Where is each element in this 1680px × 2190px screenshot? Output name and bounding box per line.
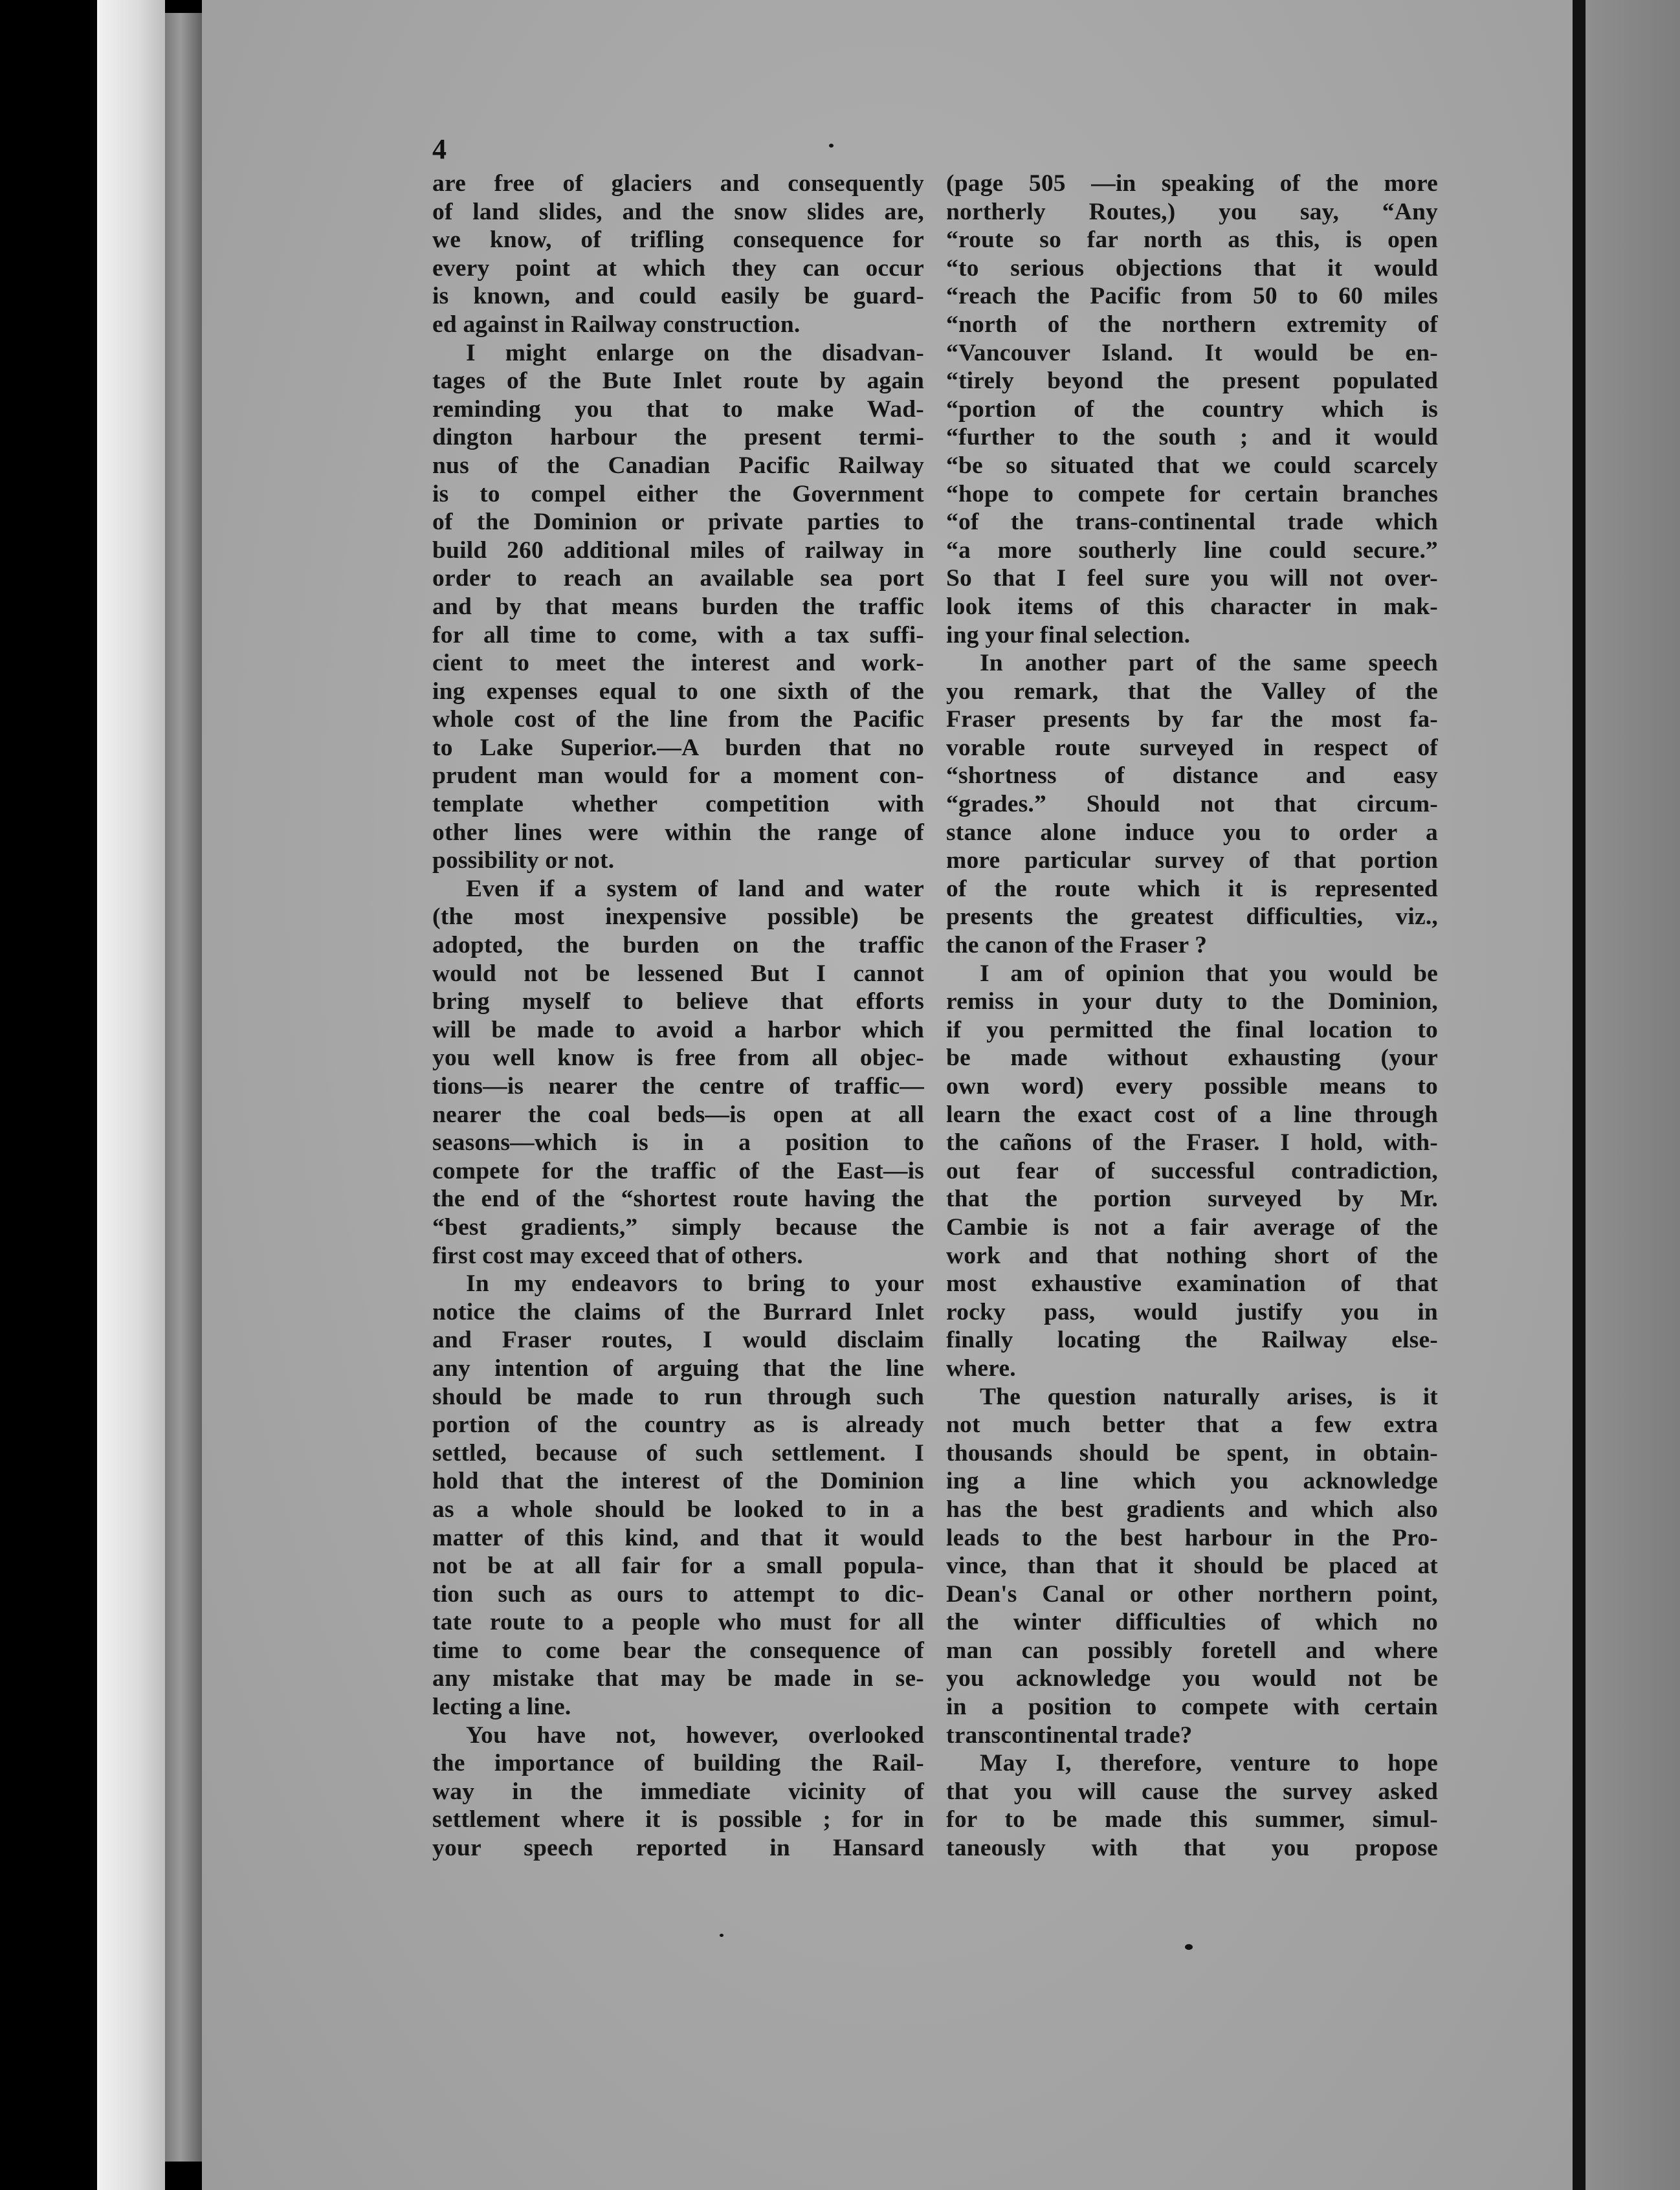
text-line: prudent man would for a moment con-	[432, 762, 924, 790]
text-line: I might enlarge on the disadvan-	[466, 339, 924, 366]
text-line: any intention of arguing that the line	[432, 1355, 924, 1382]
text-line: to Lake Superior.—A burden that no	[432, 734, 924, 761]
text-line: look items of this character in mak-	[946, 593, 1438, 620]
text-line: ing a line which you acknowledge	[946, 1468, 1438, 1495]
text-line: “Vancouver Island. It would be en-	[946, 339, 1438, 366]
text-line: of the route which it is represented	[946, 875, 1438, 902]
text-line: tion such as ours to attempt to dic-	[432, 1580, 924, 1608]
text-line: nus of the Canadian Pacific Railway	[432, 452, 924, 479]
ink-speck	[720, 1934, 724, 1937]
text-line: way in the immediate vicinity of	[432, 1778, 924, 1805]
text-line: and by that means burden the traffic	[432, 593, 924, 620]
text-line: “grades.” Should not that circum-	[946, 791, 1438, 818]
text-line: “route so far north as this, is open	[946, 227, 1438, 254]
text-line: out fear of successful contradiction,	[946, 1157, 1438, 1184]
text-line: has the best gradients and which also	[946, 1496, 1438, 1523]
text-line: settlement where it is possible ; for in	[432, 1806, 924, 1833]
text-line: ing expenses equal to one sixth of the	[432, 678, 924, 705]
text-line: matter of this kind, and that it would	[432, 1524, 924, 1551]
text-line: presents the greatest difficulties, viz.,	[946, 903, 1438, 931]
text-line: I am of opinion that you would be	[980, 960, 1438, 987]
text-line: rocky pass, would justify you in	[946, 1298, 1438, 1325]
text-line: settled, because of such settlement. I	[432, 1439, 924, 1466]
text-line: (the most inexpensive possible) be	[432, 903, 924, 931]
text-line: first cost may exceed that of others.	[432, 1242, 803, 1269]
text-line: Fraser presents by far the most fa-	[946, 706, 1438, 733]
text-line: vince, than that it should be placed at	[946, 1553, 1438, 1580]
text-line: you well know is free from all objec-	[432, 1045, 924, 1072]
text-line: ing your final selection.	[946, 621, 1191, 648]
text-line: ed against in Railway construction.	[432, 311, 801, 338]
text-line: own word) every possible means to	[946, 1073, 1438, 1100]
text-line: are free of glaciers and consequently	[432, 170, 924, 197]
text-line: you remark, that the Valley of the	[946, 678, 1438, 705]
text-line: Cambie is not a fair average of the	[946, 1213, 1438, 1241]
text-line: you acknowledge you would not be	[946, 1665, 1438, 1692]
text-line: time to come bear the consequence of	[432, 1637, 924, 1664]
adjacent-page-edge	[1586, 0, 1680, 2190]
text-line: portion of the country as is already	[432, 1411, 924, 1439]
text-line: “further to the south ; and it would	[946, 424, 1438, 451]
text-line: would not be lessened But I cannot	[432, 960, 924, 987]
text-line: as a whole should be looked to in a	[432, 1496, 924, 1523]
text-line: the importance of building the Rail-	[432, 1750, 924, 1777]
text-line: hold that the interest of the Dominion	[432, 1468, 924, 1495]
text-column-left	[432, 170, 924, 1863]
text-line: “tirely beyond the present populated	[946, 368, 1438, 395]
text-line: we know, of trifling consequence for	[432, 227, 924, 254]
text-line: thousands should be spent, in obtain-	[946, 1439, 1438, 1466]
text-line: May I, therefore, venture to hope	[980, 1750, 1438, 1777]
page-gap	[1573, 0, 1586, 2190]
text-line: where.	[946, 1355, 1016, 1382]
text-line: “a more southerly line could secure.”	[946, 536, 1438, 564]
text-line: order to reach an available sea port	[432, 565, 924, 592]
text-line: “shortness of distance and easy	[946, 762, 1438, 790]
text-column-right	[946, 170, 1438, 1863]
text-line: the cañons of the Fraser. I hold, with-	[946, 1129, 1438, 1156]
text-line: every point at which they can occur	[432, 254, 924, 282]
text-line: stance alone induce you to order a	[946, 819, 1438, 846]
text-line: your speech reported in Hansard	[432, 1835, 924, 1862]
text-line: is known, and could easily be guard-	[432, 283, 924, 310]
text-line: So that I feel sure you will not over-	[946, 565, 1438, 592]
film-margin	[97, 0, 165, 2190]
text-line: work and that nothing short of the	[946, 1242, 1438, 1269]
text-line: the winter difficulties of which no	[946, 1609, 1438, 1636]
text-line: finally locating the Railway else-	[946, 1327, 1438, 1354]
text-line: lecting a line.	[432, 1694, 571, 1721]
text-line: “be so situated that we could scarcely	[946, 452, 1438, 479]
ink-speck	[829, 144, 834, 148]
text-line: should be made to run through such	[432, 1383, 924, 1410]
text-line: will be made to avoid a harbor which	[432, 1016, 924, 1043]
text-line: if you permitted the final location to	[946, 1016, 1438, 1043]
text-line: the canon of the Fraser ?	[946, 932, 1208, 959]
text-line: dington harbour the present termi-	[432, 424, 924, 451]
text-line: and Fraser routes, I would disclaim	[432, 1327, 924, 1354]
text-line: “hope to compete for certain branches	[946, 480, 1438, 507]
text-line: “north of the northern extremity of	[946, 311, 1438, 338]
text-line: “reach the Pacific from 50 to 60 miles	[946, 283, 1438, 310]
book-binding-gutter	[165, 13, 204, 2162]
text-line: for to be made this summer, simul-	[946, 1806, 1438, 1833]
text-line: of the Dominion or private parties to	[432, 509, 924, 536]
text-line: other lines were within the range of	[432, 819, 924, 846]
text-line: In another part of the same speech	[980, 650, 1438, 677]
text-line: the end of the “shortest route having the	[432, 1186, 924, 1213]
ink-speck	[1185, 1944, 1193, 1950]
text-line: tions—is nearer the centre of traffic—	[432, 1073, 924, 1100]
text-line: “best gradients,” simply because the	[432, 1213, 924, 1241]
page-number: 4	[432, 133, 447, 165]
text-line: be made without exhausting (your	[946, 1045, 1438, 1072]
text-line: (page 505 —in speaking of the more	[946, 170, 1438, 197]
text-line: of land slides, and the snow slides are,	[432, 198, 924, 225]
text-line: for all time to come, with a tax suffi-	[432, 621, 924, 648]
text-line: tages of the Bute Inlet route by again	[432, 368, 924, 395]
text-line: northerly Routes,) you say, “Any	[946, 198, 1438, 225]
text-line: vorable route surveyed in respect of	[946, 734, 1438, 761]
text-line: whole cost of the line from the Pacific	[432, 706, 924, 733]
text-line: not be at all fair for a small popula-	[432, 1553, 924, 1580]
text-line: any mistake that may be made in se-	[432, 1665, 924, 1692]
text-line: build 260 additional miles of railway in	[432, 536, 924, 564]
text-line: In my endeavors to bring to your	[466, 1270, 924, 1298]
text-line: transcontinental trade?	[946, 1721, 1193, 1749]
text-line: Dean's Canal or other northern point,	[946, 1580, 1438, 1608]
text-line: that you will cause the survey asked	[946, 1778, 1438, 1805]
text-line: leads to the best harbour in the Pro-	[946, 1524, 1438, 1551]
text-line: possibility or not.	[432, 847, 615, 874]
text-line: in a position to compete with certain	[946, 1694, 1438, 1721]
text-line: bring myself to believe that efforts	[432, 988, 924, 1015]
text-line: that the portion surveyed by Mr.	[946, 1186, 1438, 1213]
text-line: compete for the traffic of the East—is	[432, 1157, 924, 1184]
text-line: reminding you that to make Wad-	[432, 395, 924, 423]
text-line: man can possibly foretell and where	[946, 1637, 1438, 1664]
text-line: You have not, however, overlooked	[466, 1721, 924, 1749]
text-line: “portion of the country which is	[946, 395, 1438, 423]
text-line: seasons—which is in a position to	[432, 1129, 924, 1156]
text-line: template whether competition with	[432, 791, 924, 818]
text-line: “to serious objections that it would	[946, 254, 1438, 282]
text-line: cient to meet the interest and work-	[432, 650, 924, 677]
text-line: “of the trans-continental trade which	[946, 509, 1438, 536]
text-line: Even if a system of land and water	[466, 875, 924, 902]
text-line: nearer the coal beds—is open at all	[432, 1101, 924, 1128]
text-line: adopted, the burden on the traffic	[432, 932, 924, 959]
text-line: not much better that a few extra	[946, 1411, 1438, 1439]
text-line: learn the exact cost of a line through	[946, 1101, 1438, 1128]
text-line: tate route to a people who must for all	[432, 1609, 924, 1636]
text-line: most exhaustive examination of that	[946, 1270, 1438, 1298]
text-line: The question naturally arises, is it	[980, 1383, 1438, 1410]
text-line: remiss in your duty to the Dominion,	[946, 988, 1438, 1015]
text-line: is to compel either the Government	[432, 480, 924, 507]
text-line: notice the claims of the Burrard Inlet	[432, 1298, 924, 1325]
text-line: taneously with that you propose	[946, 1835, 1438, 1862]
text-line: more particular survey of that portion	[946, 847, 1438, 874]
